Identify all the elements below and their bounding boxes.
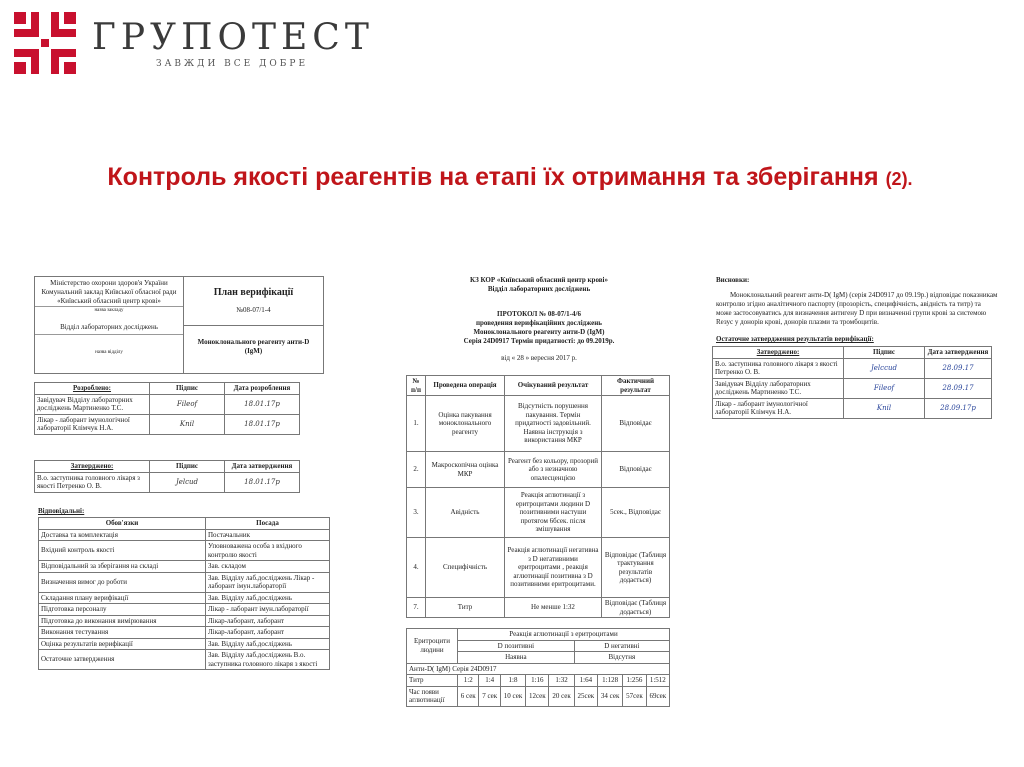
actual: Відповідає xyxy=(602,452,670,488)
time: 25сек xyxy=(574,686,597,706)
approved-role: В.о. заступника головного лікаря з якості Петренко О. В. xyxy=(35,472,150,492)
signature-mark: Fileof xyxy=(150,394,225,414)
approved-header-role: Затверджено: xyxy=(35,461,150,473)
operation: Специфічність xyxy=(426,538,505,598)
table-row xyxy=(35,414,300,434)
actual: Відповідає (Таблиця трактування результатів додається) xyxy=(602,538,670,598)
titer-reagent-label: Анти-D( IgM) Серія 24D0917 xyxy=(407,663,670,675)
protocol-dept: Відділ лабораторних досліджень xyxy=(487,285,591,293)
signature-mark: Knil xyxy=(844,398,925,418)
titer-time-label: Час появи аглютинації xyxy=(407,686,458,706)
final-header-role: Затверджено: xyxy=(713,347,844,359)
protocol-org: КЗ КОР «Київський обласний центр крові» xyxy=(470,276,608,284)
dilution: 1:128 xyxy=(598,675,623,687)
titer-table xyxy=(406,628,670,707)
time: 57сек xyxy=(623,686,646,706)
expected: Реакція аглютинації з еритроцитами людини D позитивними настуши протягом 6бсек. після змішування xyxy=(505,488,602,538)
table-row xyxy=(39,572,330,592)
expected: Реагент без кольору, прозорий або з незначною опалесценцією xyxy=(505,452,602,488)
signature-mark: Fileof xyxy=(844,378,925,398)
table-row xyxy=(39,604,330,616)
position: Постачальник xyxy=(206,529,330,541)
dept-caption: назва відділу xyxy=(95,350,123,355)
approved-header-date: Дата затвердження xyxy=(225,461,300,473)
table-row xyxy=(39,592,330,604)
protocol-header-no: № п/п xyxy=(407,376,426,396)
actual: 5сек., Відповідає xyxy=(602,488,670,538)
expected: Не менше 1:32 xyxy=(505,598,602,618)
approved-date: 18.01.17р xyxy=(225,472,300,492)
signature-mark: Jelcud xyxy=(150,472,225,492)
dilution: 1:256 xyxy=(623,675,646,687)
time: 20 сек xyxy=(549,686,574,706)
verification-plan-document xyxy=(34,276,334,696)
developed-header-role: Розроблено: xyxy=(35,383,150,395)
responsible-header-duty: Обов'язки xyxy=(39,518,206,530)
conclusions-label: Висновки: xyxy=(716,276,750,284)
final-role: В.о. заступника головного лікаря з якості Петренко О. В. xyxy=(713,358,844,378)
brand-tagline: ЗАВЖДИ ВСЕ ДОБРЕ xyxy=(156,59,309,69)
approved-header-signature: Підпис xyxy=(150,461,225,473)
signature-mark: Jelccud xyxy=(844,358,925,378)
protocol-document xyxy=(404,276,674,704)
plan-title: План верифікації xyxy=(213,287,294,298)
final-approval-table xyxy=(712,346,992,419)
slide-title xyxy=(60,162,960,195)
org-name: Комунальний заклад Київської обласної ради «Київський обласний центр крові» xyxy=(35,288,183,307)
table-row xyxy=(39,615,330,627)
table-row xyxy=(407,396,670,452)
table-row xyxy=(407,538,670,598)
duty: Підготовка персоналу xyxy=(39,604,206,616)
time: 6 сек xyxy=(458,686,479,706)
position: Зав. Відділу лаб.досліджень xyxy=(206,592,330,604)
row-no: 7. xyxy=(407,598,426,618)
final-header-date: Дата затвердження xyxy=(925,347,992,359)
titer-header-present: Наявна xyxy=(458,652,575,664)
table-row xyxy=(407,675,670,687)
position: Лікар-лаборант, лаборант xyxy=(206,627,330,639)
time: 12сек xyxy=(526,686,549,706)
time: 7 сек xyxy=(479,686,500,706)
protocol-line2: проведення верифікаційних досліджень xyxy=(475,319,603,327)
final-header-signature: Підпис xyxy=(844,347,925,359)
operation: Оцінка пакування моноклонального реагенту xyxy=(426,396,505,452)
duty: Виконання тестування xyxy=(39,627,206,639)
dilution: 1:2 xyxy=(458,675,479,687)
final-role: Завідувач Відділу лабораторних досліджень Мартиненко Т.С. xyxy=(713,378,844,398)
final-date: 28.09.17 xyxy=(925,378,992,398)
plan-divider xyxy=(184,325,323,326)
final-role: Лікар - лаборант імунологічної лабораторії Клімчук Н.А. xyxy=(713,398,844,418)
protocol-date: від « 28 » вересня 2017 р. xyxy=(501,354,577,362)
slide-title-suffix: (2). xyxy=(885,169,913,189)
operation: Титр xyxy=(426,598,505,618)
developed-role: Завідувач Відділу лабораторних досліджень Мартиненко Т.С. xyxy=(35,394,150,414)
table-row xyxy=(39,561,330,573)
table-row xyxy=(35,472,300,492)
responsible-label: Відповідальні: xyxy=(38,507,85,515)
dilution: 1:8 xyxy=(500,675,525,687)
responsible-header-position: Посада xyxy=(206,518,330,530)
protocol-line3: Моноклонального реагенту анти-D (IgM) xyxy=(473,328,605,336)
row-no: 4. xyxy=(407,538,426,598)
titer-header-absent: Відсутня xyxy=(574,652,669,664)
duty: Підготовка до виконання вимірювання xyxy=(39,615,206,627)
plan-title-block xyxy=(184,277,323,373)
position: Зав. Відділу лаб.досліджень Лікар - лаборант імун.лабораторії xyxy=(206,572,330,592)
time: 34 сек xyxy=(598,686,623,706)
protocol-header-operation: Проведена операція xyxy=(426,376,505,396)
plan-header-box xyxy=(34,276,324,374)
developed-header-date: Дата розроблення xyxy=(225,383,300,395)
developed-header-signature: Підпис xyxy=(150,383,225,395)
row-no: 2. xyxy=(407,452,426,488)
duty: Визначення вимог до роботи xyxy=(39,572,206,592)
row-no: 3. xyxy=(407,488,426,538)
position: Зав. Відділу лаб.досліджень В.о. заступника головного лікаря з якості xyxy=(206,650,330,670)
actual: Відповідає xyxy=(602,396,670,452)
table-row xyxy=(39,529,330,541)
duty: Відповідальний за зберігання на складі xyxy=(39,561,206,573)
developed-table xyxy=(34,382,300,435)
final-date: 28.09.17р xyxy=(925,398,992,418)
org-block xyxy=(35,277,184,373)
dept-name: Відділ лабораторних досліджень xyxy=(35,323,183,335)
position: Зав. Відділу лаб.досліджень xyxy=(206,638,330,650)
plan-number: №08-07/1-4 xyxy=(236,306,271,314)
org-ministry: Міністерство охорони здоров'я України xyxy=(50,279,168,287)
duty: Остаточне затвердження xyxy=(39,650,206,670)
row-no: 1. xyxy=(407,396,426,452)
titer-header-erythrocytes: Еритроцити людини xyxy=(407,629,458,664)
approved-table xyxy=(34,460,300,493)
org-caption: назва закладу xyxy=(94,308,124,313)
dilution: 1:512 xyxy=(646,675,669,687)
table-row xyxy=(35,394,300,414)
titer-header-reaction: Реакція аглютинації з еритроцитами xyxy=(458,629,670,641)
protocol-table xyxy=(406,375,670,618)
dilution: 1:64 xyxy=(574,675,597,687)
table-row xyxy=(39,627,330,639)
titer-header-d-positive: D позитивні xyxy=(458,640,575,652)
position: Зав. складом xyxy=(206,561,330,573)
operation: Макроскопічна оцінка МКР xyxy=(426,452,505,488)
duty: Складання плану верифікації xyxy=(39,592,206,604)
table-row xyxy=(39,638,330,650)
expected: Реакція аглютинації негативна з D негативними еритроцитами , реакція аглютинації позитивна з D позитивними еритроцитами. xyxy=(505,538,602,598)
table-row xyxy=(39,650,330,670)
plan-reagent: Моноклонального реагенту анти-D (IgM) xyxy=(197,338,310,355)
protocol-line4: Серія 24D0917 Термін придатності: до 09.2019р. xyxy=(463,337,615,345)
final-approval-label: Остаточне затвердження результатів верифікації: xyxy=(716,335,874,343)
final-date: 28.09.17 xyxy=(925,358,992,378)
operation: Авідність xyxy=(426,488,505,538)
grupotest-logo-icon xyxy=(14,12,76,74)
position: Лікар-лаборант, лаборант xyxy=(206,615,330,627)
duty: Доставка та комплектація xyxy=(39,529,206,541)
table-row xyxy=(39,541,330,561)
actual: Відповідає (Таблиця додається) xyxy=(602,598,670,618)
expected: Відсутність порушення пакування. Термін придатності задовільний. Наявна інструкція з використання МКР xyxy=(505,396,602,452)
responsible-table xyxy=(38,517,330,670)
table-row xyxy=(713,378,992,398)
dilution: 1:32 xyxy=(549,675,574,687)
time: 10 сек xyxy=(500,686,525,706)
protocol-number: ПРОТОКОЛ № 08-07/1-4/6 xyxy=(497,310,581,318)
conclusions-text: Моноклональний реагент анти-D( IgM) (серія 24D0917 до 09.19р.) відповідає показникам контролю згідно аналітичного паспорту (прозорість, специфічність, авідність та титр) та може застосовуватись для визначення антигену D при визначенні групи крові за системою Rезус у донорів крові, донорів плазми та тромбоцитів. xyxy=(716,291,998,326)
duty: Вхідний контроль якості xyxy=(39,541,206,561)
developed-role: Лікар - лаборант імунологічної лабораторії Клімчук Н.А. xyxy=(35,414,150,434)
titer-row-label: Титр xyxy=(407,675,458,687)
conclusions-document xyxy=(712,276,1002,446)
developed-date: 18.01.17р xyxy=(225,394,300,414)
time: 69сек xyxy=(646,686,669,706)
table-row xyxy=(713,398,992,418)
brand-name: ГРУПОТЕСТ xyxy=(92,17,374,58)
position: Лікар - лаборант імун.лабораторії xyxy=(206,604,330,616)
duty: Оцінка результатів верифікації xyxy=(39,638,206,650)
table-row xyxy=(407,686,670,706)
dilution: 1:16 xyxy=(526,675,549,687)
table-row xyxy=(407,598,670,618)
titer-header-d-negative: D негативні xyxy=(574,640,669,652)
table-row xyxy=(407,452,670,488)
signature-mark: Knil xyxy=(150,414,225,434)
table-row xyxy=(407,488,670,538)
table-row xyxy=(713,358,992,378)
position: Уповноважена особа з вхідного контролю якості xyxy=(206,541,330,561)
developed-date: 18.01.17р xyxy=(225,414,300,434)
protocol-header-actual: Фактичний результат xyxy=(602,376,670,396)
protocol-header-expected: Очікуваний результат xyxy=(505,376,602,396)
slide-title-text: Контроль якості реагентів на етапі їх отримання та зберігання xyxy=(107,163,879,191)
dilution: 1:4 xyxy=(479,675,500,687)
